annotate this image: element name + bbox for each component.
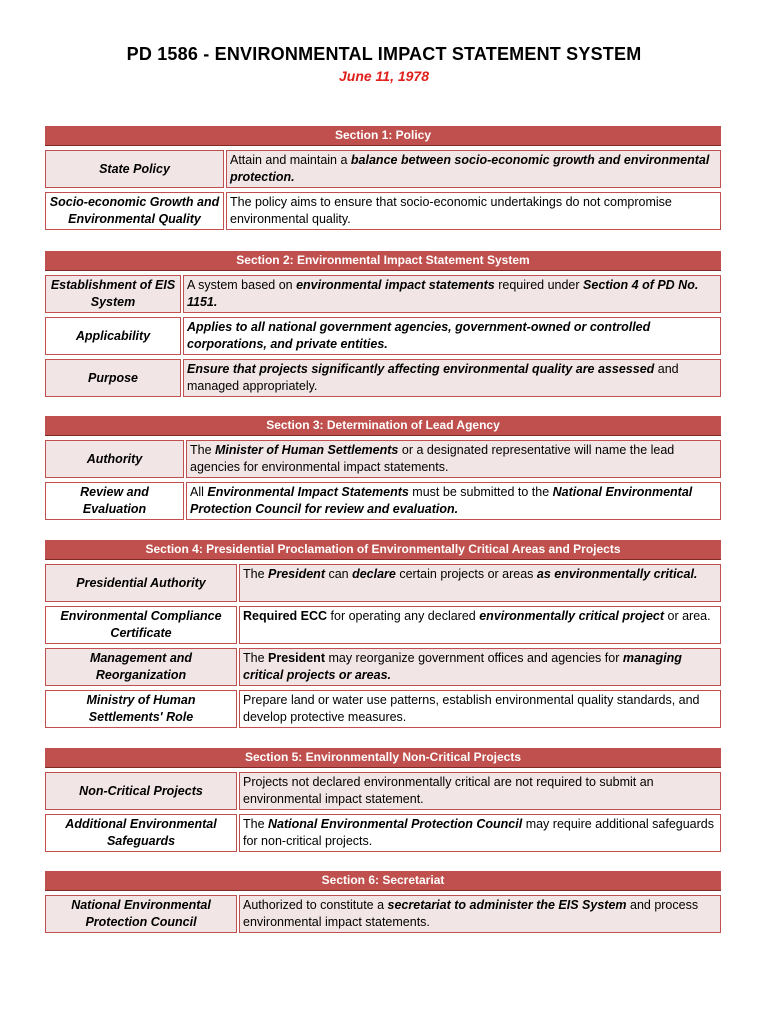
description-text: Projects not declared environmentally critical are not required to submit an environmental impact statement. (243, 775, 654, 806)
description-text: The (190, 443, 216, 457)
section-header: Section 1: Policy (45, 126, 721, 146)
section-header: Section 3: Determination of Lead Agency (45, 416, 721, 436)
table-row (45, 150, 721, 188)
row-description (239, 564, 721, 602)
section-header: Section 4: Presidential Proclamation of Environmentally Critical Areas and Projects (45, 540, 721, 560)
description-text: Section 4 of PD No. 1151. (187, 278, 699, 309)
description-text: Prepare land or water use patterns, establish environmental quality standards, and develop protective measures. (243, 693, 700, 724)
description-text: The (243, 567, 269, 581)
row-description (183, 275, 721, 313)
section-1 (45, 126, 721, 230)
table-row (45, 606, 721, 644)
row-description (239, 648, 721, 686)
row-description (239, 690, 721, 728)
row-description (183, 317, 721, 355)
description-text: President (268, 567, 325, 581)
section-2 (45, 251, 721, 397)
description-text: declare (352, 567, 396, 581)
description-text: may reorganize government offices and agencies for (324, 651, 623, 665)
description-text: and managed appropriately. (187, 362, 679, 393)
row-description (239, 606, 721, 644)
document-title: PD 1586 - ENVIRONMENTAL IMPACT STATEMENT SYSTEM (126, 44, 642, 64)
table-row (45, 690, 721, 728)
description-text: and process environmental impact statements. (243, 898, 699, 929)
row-label: Non-Critical Projects (45, 772, 237, 810)
table-row (45, 814, 721, 852)
description-text: certain projects or areas (395, 567, 537, 581)
description-text: Applies to all national government agencies, government-owned or controlled corporations, and private entities. (187, 320, 651, 351)
description-text: for operating any declared (327, 609, 480, 623)
description-text: The policy aims to ensure that socio-economic undertakings do not compromise environmental quality. (230, 195, 672, 226)
section-4 (45, 540, 721, 728)
description-text: The (243, 817, 269, 831)
description-text: Minister of Human Settlements (215, 443, 399, 457)
row-label: Ministry of Human Settlements' Role (45, 690, 237, 728)
description-text: Authorized to constitute a (243, 898, 388, 912)
description-text: secretariat to administer the EIS System (387, 898, 627, 912)
row-label: National Environmental Protection Council (45, 895, 237, 933)
row-label: Presidential Authority (45, 564, 237, 602)
row-description (239, 895, 721, 933)
row-description (239, 772, 721, 810)
section-3 (45, 416, 721, 520)
description-text: Attain and maintain a (230, 153, 351, 167)
description-text: as environmentally critical. (536, 567, 698, 581)
row-description (239, 814, 721, 852)
description-text: National Environmental Protection Council (268, 817, 523, 831)
description-text: can (324, 567, 353, 581)
description-text: environmentally critical project (479, 609, 665, 623)
row-label: Management and Reorganization (45, 648, 237, 686)
table-row (45, 648, 721, 686)
description-text: managing critical projects or areas. (243, 651, 682, 682)
description-text: Environmental Impact Statements (207, 485, 409, 499)
description-text: must be submitted to the (408, 485, 553, 499)
table-row (45, 192, 721, 230)
description-text: President (268, 651, 325, 665)
table-row (45, 275, 721, 313)
row-label: Applicability (45, 317, 181, 355)
table-row (45, 317, 721, 355)
description-text: environmental impact statements (296, 278, 495, 292)
table-row (45, 440, 721, 478)
row-description (226, 150, 721, 188)
description-text: A system based on (187, 278, 297, 292)
table-row (45, 359, 721, 397)
row-description (183, 359, 721, 397)
description-text: Required ECC (243, 609, 328, 623)
description-text: required under (494, 278, 584, 292)
row-description (226, 192, 721, 230)
section-5 (45, 748, 721, 852)
description-text: National Environmental Protection Council for review and evaluation. (190, 485, 693, 516)
section-6 (45, 871, 721, 933)
row-label: Review and Evaluation (45, 482, 184, 520)
row-label: Environmental Compliance Certificate (45, 606, 237, 644)
row-description (186, 440, 721, 478)
row-label: State Policy (45, 150, 224, 188)
table-row (45, 564, 721, 602)
table-row (45, 482, 721, 520)
section-header: Section 6: Secretariat (45, 871, 721, 891)
description-text: Ensure that projects significantly affecting environmental quality are assessed (187, 362, 655, 376)
document-date: June 11, 1978 (338, 68, 430, 84)
row-label: Socio-economic Growth and Environmental Quality (45, 192, 224, 230)
section-header: Section 2: Environmental Impact Statement System (45, 251, 721, 271)
row-description (186, 482, 721, 520)
description-text: may require additional safeguards for non-critical projects. (243, 817, 714, 848)
description-text: All (190, 485, 208, 499)
row-label: Establishment of EIS System (45, 275, 181, 313)
row-label: Purpose (45, 359, 181, 397)
table-row (45, 895, 721, 933)
section-header: Section 5: Environmentally Non-Critical Projects (45, 748, 721, 768)
row-label: Additional Environmental Safeguards (45, 814, 237, 852)
row-label: Authority (45, 440, 184, 478)
description-text: The (243, 651, 269, 665)
table-row (45, 772, 721, 810)
description-text: balance between socio-economic growth and environmental protection. (230, 153, 710, 184)
description-text: or a designated representative will name the lead agencies for environmental impact statements. (190, 443, 675, 474)
description-text: or area. (664, 609, 711, 623)
